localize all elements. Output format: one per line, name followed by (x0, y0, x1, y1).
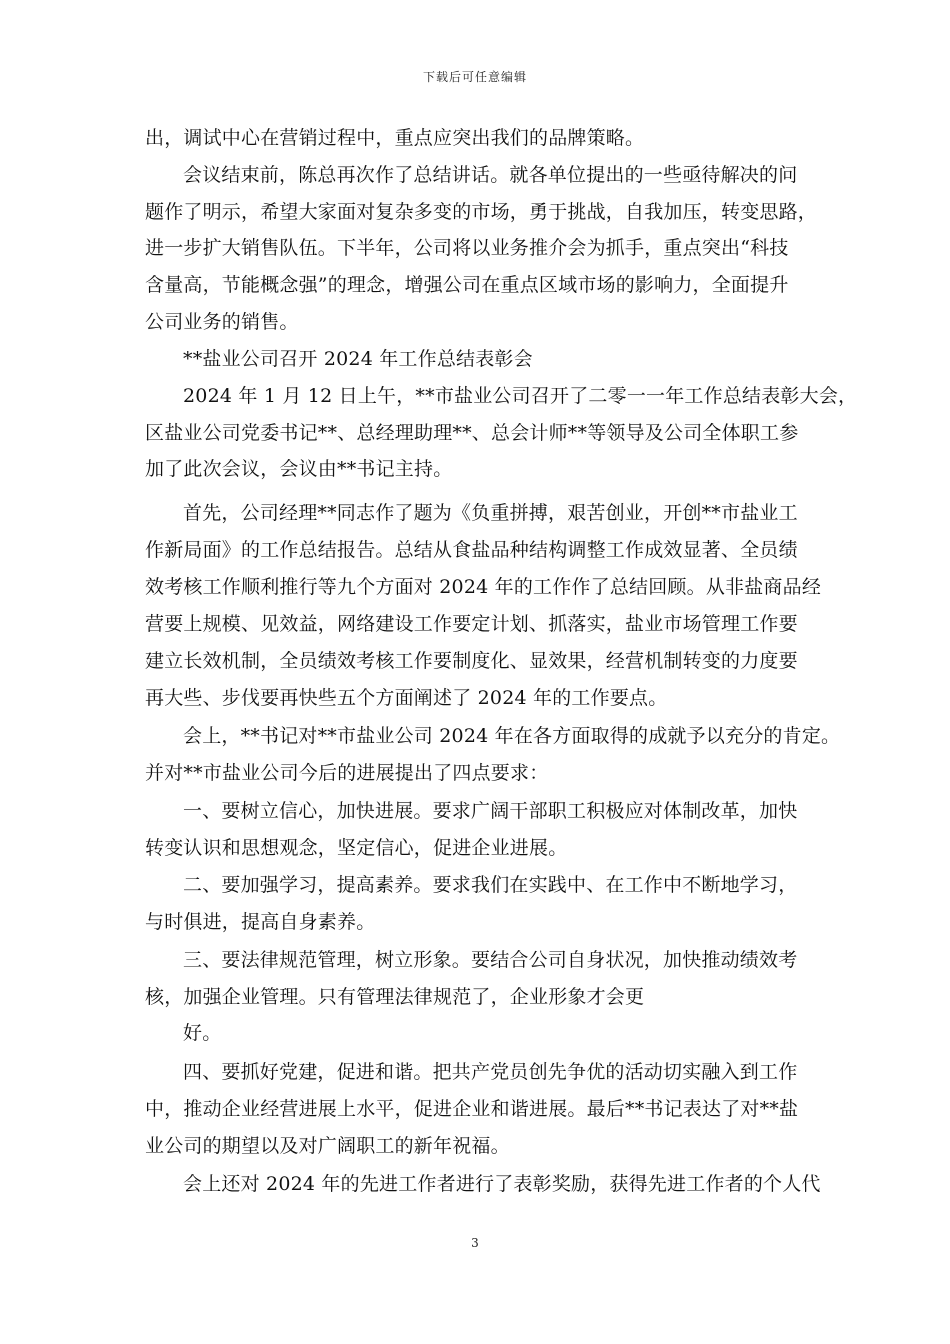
text-line: 建立长效机制，全员绩效考核工作要制度化、显效果，经营机制转变的力度要 (145, 650, 798, 672)
text-line: 二、要加强学习，提高素养。要求我们在实践中、在工作中不断地学习， (183, 874, 798, 896)
text-line: 与时俱进，提高自身素养。 (145, 911, 376, 933)
text-line: 并对**市盐业公司今后的进展提出了四点要求： (145, 762, 549, 784)
section-heading: **盐业公司召开 2024 年工作总结表彰会 (183, 348, 533, 370)
text-line: 业公司的期望以及对广阔职工的新年祝福。 (145, 1135, 510, 1157)
text-line: 加了此次会议，会议由**书记主持。 (145, 458, 453, 480)
text-line: 出，调试中心在营销过程中，重点应突出我们的品牌策略。 (145, 127, 645, 149)
text-line: 三、要法律规范管理，树立形象。要结合公司自身状况，加快推动绩效考 (183, 949, 798, 971)
text-line: 核，加强企业管理。只有管理法律规范了，企业形象才会更 (145, 986, 645, 1008)
text-line: 题作了明示，希望大家面对复杂多变的市场，勇于挑战，自我加压，转变思路， (145, 201, 818, 223)
text-line: 好。 (183, 1022, 222, 1044)
text-line: 会上，**书记对**市盐业公司 2024 年在各方面取得的成就予以充分的肯定。 (183, 725, 841, 747)
text-line: 中，推动企业经营进展上水平，促进企业和谐进展。最后**书记表达了对**盐 (145, 1098, 799, 1120)
text-line: 一、要树立信心，加快进展。要求广阔干部职工积极应对体制改革，加快 (183, 800, 798, 822)
text-line: 会上还对 2024 年的先进工作者进行了表彰奖励，获得先进工作者的个人代 (183, 1173, 821, 1195)
text-line: 2024 年 1 月 12 日上午，**市盐业公司召开了二零一一年工作总结表彰大会， (183, 385, 858, 407)
text-line: 四、要抓好党建，促进和谐。把共产党员创先争优的活动切实融入到工作 (183, 1061, 798, 1083)
text-line: 含量高，节能概念强”的理念，增强公司在重点区域市场的影响力，全面提升 (145, 274, 789, 296)
text-line: 进一步扩大销售队伍。下半年，公司将以业务推介会为抓手，重点突出“科技 (145, 237, 789, 259)
text-line: 会议结束前，陈总再次作了总结讲话。就各单位提出的一些亟待解决的问 (183, 164, 798, 186)
text-line: 再大些、步伐要再快些五个方面阐述了 2024 年的工作要点。 (145, 687, 668, 709)
text-line: 营要上规模、见效益，网络建设工作要定计划、抓落实，盐业市场管理工作要 (145, 613, 798, 635)
text-line: 公司业务的销售。 (145, 311, 299, 333)
text-line: 首先，公司经理**同志作了题为《负重拼搏，艰苦创业，开创**市盐业工 (183, 502, 798, 524)
text-line: 作新局面》的工作总结报告。总结从食盐品种结构调整工作成效显著、全员绩 (145, 539, 798, 561)
text-line: 效考核工作顺利推行等九个方面对 2024 年的工作作了总结回顾。从非盐商品经 (145, 576, 822, 598)
text-line: 转变认识和思想观念，坚定信心，促进企业进展。 (145, 837, 568, 859)
page-number: 3 (471, 1236, 479, 1250)
text-line: 区盐业公司党委书记**、总经理助理**、总会计师**等领导及公司全体职工参 (145, 422, 799, 444)
page-header: 下载后可任意编辑 (422, 70, 527, 84)
